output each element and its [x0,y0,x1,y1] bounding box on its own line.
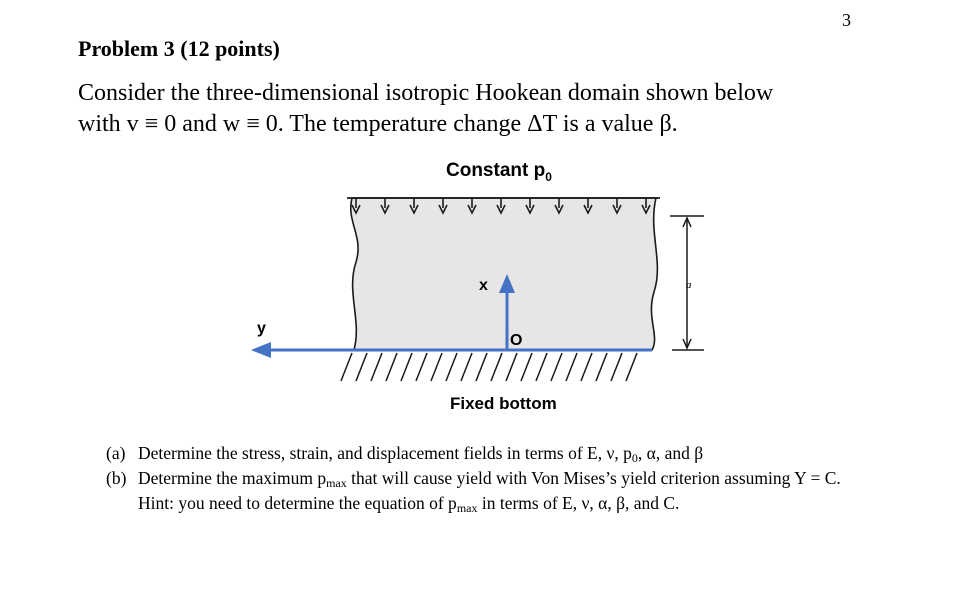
problem-statement-line-2: with v ≡ 0 and w ≡ 0. The temperature change ΔT is a value β. [78,111,678,137]
question-b: (b) Determine the maximum $p_{max}$ that will cause yield with Von Mises’s yield criterion assuming Y = C. Hint: you need to determine the equation of $p_{max}$ in terms of E, ν, α, β, and C. [106,468,841,515]
y-axis-arrowhead [251,342,271,358]
ground-hatching [341,353,637,381]
problem-statement-line-1: Consider the three-dimensional isotropic Hookean domain shown below [78,80,774,106]
origin-label: O [510,332,523,349]
question-list [106,441,866,516]
page-number: 3 [842,10,851,30]
domain-block [351,198,658,350]
question-a: (a) Determine the stress, strain, and displacement fields in terms of E, ν, $p_0$, α, and β [106,443,704,465]
y-axis-label: y [257,320,266,337]
question-label: (a) [106,443,126,463]
question-label: (b) [106,468,127,488]
problem-title: Problem 3 (12 points) [78,36,280,61]
x-axis-label: x [479,277,488,294]
height-label: a [686,279,692,291]
fixed-bottom-label: Fixed bottom [450,394,557,413]
load-label: Constant $p_0$ [446,160,552,184]
